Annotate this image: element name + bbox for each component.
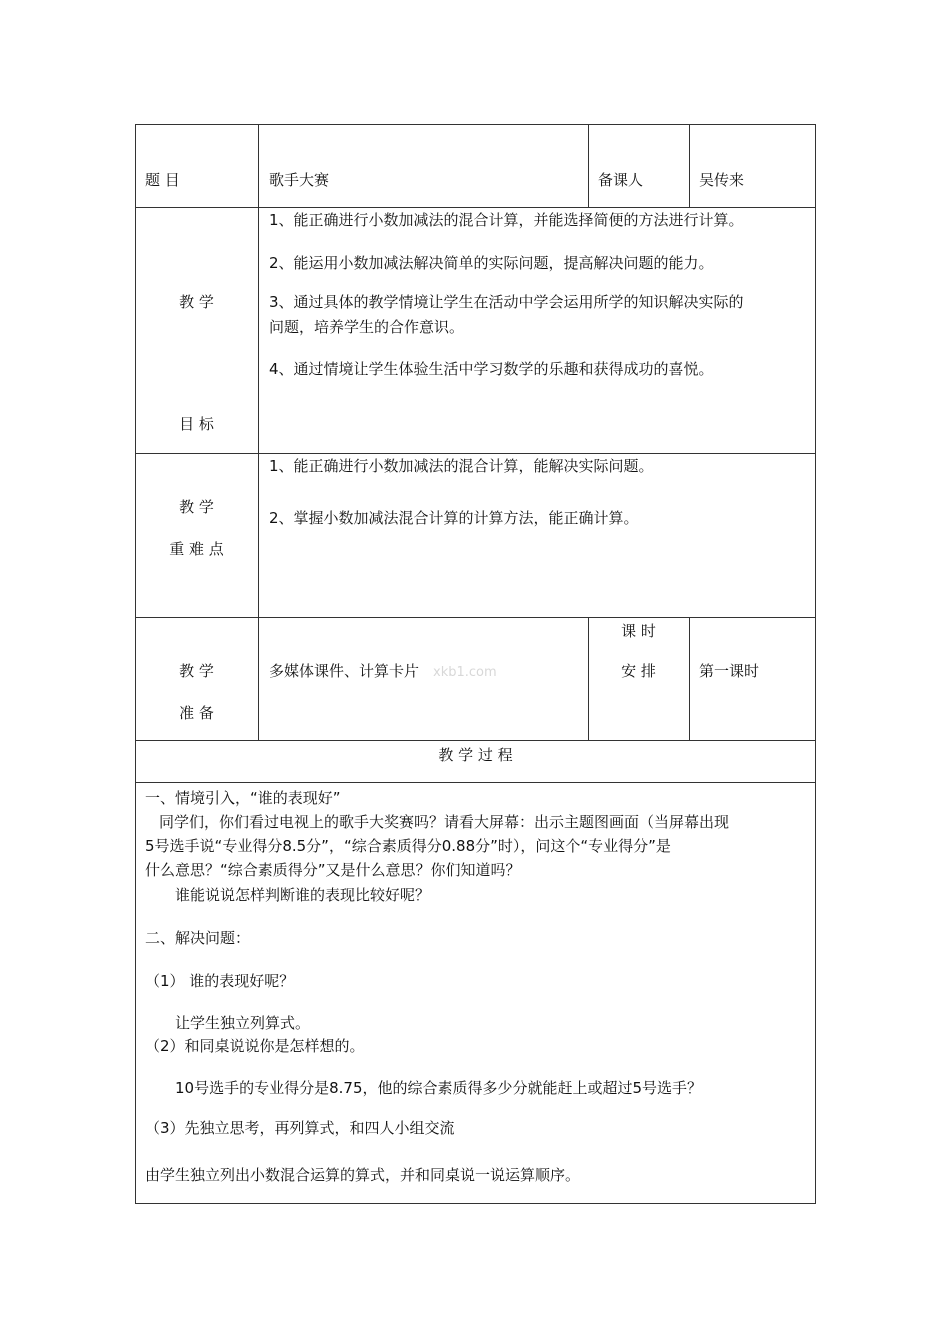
goal-item: 3、通过具体的教学情境让学生在活动中学会运用所学的知识解决实际的 (269, 293, 744, 311)
process-line: 一、情境引入，“谁的表现好” (145, 789, 341, 807)
process-line: （3）先独立思考，再列算式，和四人小组交流 (145, 1119, 455, 1137)
preparer-label: 备课人 (598, 171, 644, 189)
column-divider (689, 124, 690, 208)
process-line: 由学生独立列出小数混合运算的算式，并和同桌说一说运算顺序。 (145, 1166, 581, 1184)
row-divider (135, 207, 816, 208)
row-divider (135, 617, 816, 618)
prep-label-bottom: 准 备 (179, 704, 214, 722)
process-line: （1） 谁的表现好呢？ (145, 972, 295, 990)
row-divider (135, 782, 816, 783)
period-value: 第一课时 (699, 662, 760, 680)
topic-label: 题 目 (145, 171, 180, 189)
table-border-right (815, 124, 816, 1204)
process-line: 10号选手的专业得分是8.75，他的综合素质得多少分就能赶上或超过5号选手？ (175, 1079, 703, 1097)
keypoints-label-top: 教 学 (179, 498, 214, 516)
prep-value: 多媒体课件、计算卡片 (269, 662, 420, 680)
goal-item: 1、能正确进行小数加减法的混合计算，并能选择简便的方法进行计算。 (269, 211, 744, 229)
process-line: 谁能说说怎样判断谁的表现比较好呢？ (175, 886, 431, 904)
table-border-bottom (135, 1203, 816, 1204)
table-border-top (135, 124, 816, 125)
process-line: 同学们，你们看过电视上的歌手大奖赛吗？请看大屏幕：出示主题图画面（当屏幕出现 (159, 813, 730, 831)
process-line: 5号选手说“专业得分8.5分”，“综合素质得分0.88分”时），问这个“专业得分”是 (145, 837, 671, 855)
topic-value: 歌手大赛 (269, 171, 330, 189)
keypoints-label-bottom: 重 难 点 (169, 540, 224, 558)
prep-label-top: 教 学 (179, 662, 214, 680)
period-label-top: 课 时 (621, 622, 656, 640)
process-line: 什么意思？“综合素质得分”又是什么意思？你们知道吗？ (145, 861, 521, 879)
goals-label-bottom: 目 标 (179, 415, 214, 433)
watermark: xkb1.com (433, 665, 497, 680)
period-label-bottom: 安 排 (621, 662, 656, 680)
column-divider (689, 617, 690, 741)
lesson-plan-table (135, 124, 816, 1204)
process-line: 让学生独立列算式。 (175, 1014, 311, 1032)
process-line: （2）和同桌说说你是怎样想的。 (145, 1037, 365, 1055)
keypoint-item: 2、掌握小数加减法混合计算的计算方法，能正确计算。 (269, 509, 639, 527)
goal-item: 4、通过情境让学生体验生活中学习数学的乐趣和获得成功的喜悦。 (269, 360, 714, 378)
goals-label-top: 教 学 (179, 293, 214, 311)
column-divider (258, 124, 259, 741)
process-title: 教 学 过 程 (438, 746, 513, 764)
keypoint-item: 1、能正确进行小数加减法的混合计算，能解决实际问题。 (269, 457, 654, 475)
preparer-value: 吴传来 (699, 171, 745, 189)
goal-item-continued: 问题，培养学生的合作意识。 (269, 318, 465, 336)
column-divider (588, 124, 589, 208)
goal-item: 2、能运用小数加减法解决简单的实际问题，提高解决问题的能力。 (269, 254, 714, 272)
process-line: 二、解决问题： (145, 929, 251, 947)
row-divider (135, 740, 816, 741)
row-divider (135, 453, 816, 454)
